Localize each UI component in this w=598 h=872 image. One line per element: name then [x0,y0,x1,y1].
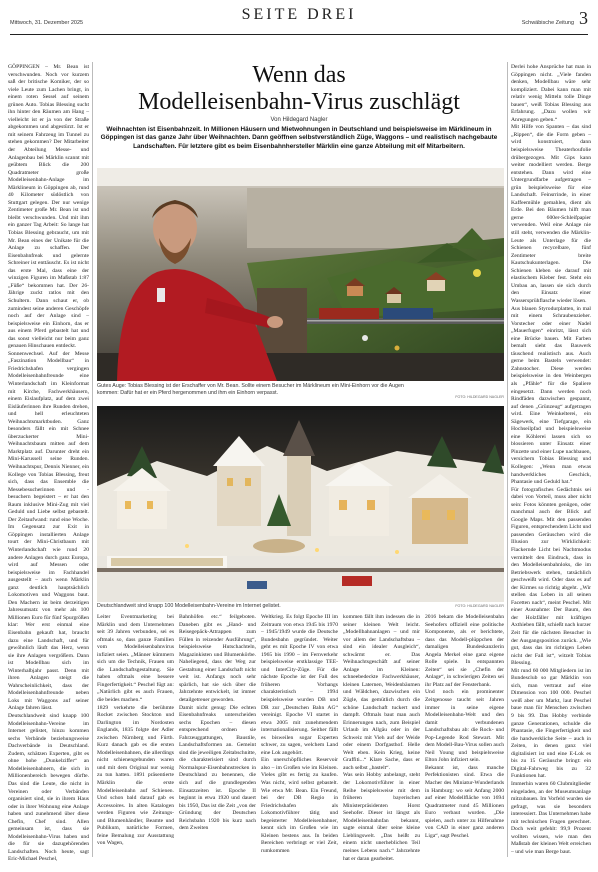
body-column-1 [97,614,174,852]
column-divider [92,62,93,857]
top-photo-credit: FOTO: HILDEGARD NAGLER [455,395,504,399]
column-divider [507,62,508,857]
bottom-photo-credit: FOTO: HILDEGARD NAGLER [455,604,504,608]
page-number: 3 [579,8,588,28]
left-column-text [8,64,89,863]
bottom-photo-caption: Deutschlandweit sind knapp 100 Modelleisenbahn-Vereine im Internet gelistet. [97,603,281,609]
body-column-4 [343,614,420,862]
section-title: SEITE DREI [241,6,357,23]
body-column-2-text: Bahnhöfen etc.“ feilgeboten. Daneben gibt es „Hand- und Reisegepäck-Attrappen zum Füllen in reizender Ausführung“, beispielsweise Hutschachteln, Magazinkisten und Blumenkörbe. Naheliegend, dass der Weg zur Gestaltung einer Landschaft nicht weit ist. Anfangs noch sehr spärlich, hat sie sich über die Jahrzehnte entwickelt, ist immer detailgetreuer geworden. Damit nicht genug: Die echten Eisenbahnfreaks unterscheiden sechs Epochen – diesen entsprechend ordnen sie Fahrzeuggattungen, Baustile, Landschaftsformen an. Gemeint sind die jeweiligen Zeitabschnitte, die charakterisiert sind durch Normalspur-Eisenbahnstrecken in Deutschland zu benennen, die sich auf die grundlegenden Einsatzzeiten ist. Epoche II beginnt in etwa 1920 und dauert bis 1950, Das ist die Zeit „von der Gründung der Deutschen Reichsbahn 1920 bis kurz nach dem Zweiten [179,614,256,832]
body-column-5 [425,614,504,852]
masthead [10,4,588,35]
body-column-3-text: Weltkrieg. Es folgt Epoche III im Zeitraum von etwa 1945 bis 1970 – 1945/1949 wurde die Deutsche Bundesbahn gegründet. Weiter geht es mit Epoche IV von etwa 1965 bis 1990 – im Fernverkehr beispielsweise erstklassige TEE- und InterCity-Züge. Für die nächste Epoche ist der Fall des früheren Vorhangs charakteristisch – 1994 beispielsweise wurden DB und DR zur „Deutschen Bahn AG“ vereinigt. Epoche VI startet in etwa 2005 mit zunehmendem internationalisierung. Seither fällt es bisweilen sogar Experten schwer, zu sagen, welchem Land eine Lok angehört. Ein unerschöpfliches Reservoir also – im Großen wie im Kleinen. Vieles gibt es fertig zu kaufen. Was nicht, wird selbst gebastelt. Wie etwa Mr. Bean. Ein Freund, bei der DB Regio in Friedrichshafen als Lokomotivführer tätig und begeisterter Modelleisenbahner, kennt sich im Großen wie im Kleinen bestens aus. In beiden Bereichen verbringt er viel Zeit, rumkommen [261,614,338,854]
top-photo [97,168,504,381]
headline-line-2: Modelleisenbahn-Virus zuschlägt [138,89,460,115]
author-byline: Von Hildegard Nagler [270,117,328,123]
headline [94,62,504,116]
left-column-body: GÖPPINGEN – Mr. Bean ist verschwunden. Noch vor kurzem saß der britische Komiker, der so viele Leute zum Lachen bringt, in einem roten Sessel auf seinem grünen Auto. Tobias Blessing sucht ihn hinter den Räumen am Hang – vielleicht ist er ja von der Straße abgekommen und abgestürzt. Ist er mit seinem Fahrzeug im Tunnel zu stehen gekommen? Der Mitarbeiter der Abteilung Messe- und Anlagenbau bei Märklin scannt mit geübtem Blick die 200 Quadratmeter große Modelleisenbahn-Anlage im Märklineum in Göppingen ab, rund 40 Kilometer südöstlich von Stuttgart gelegen. Der nur wenige Zentimeter große Mr. Bean ist und bleibt verschwunden. Und mit ihm ein ganzer Tag Arbeit: So lange hat Tobias Blessing gebraucht, um mit Mr. Bean eines der Unikate für die Anlage zu schaffen. Der Eisenbahnfreak und gelernte Schreiner ist enttäuscht. Es ist nicht das erste Mal, dass eine der winzigen Figuren im Maßstab 1:87 „Füße“ bekommen hat. Der 26-Jährige zuckt ratlos mit den Schultern. Dann schaut er, ob zumindest seine anderen Geschöpfe noch auf der Anlage sind – beispielsweise ein Einhorn, das er aus einem Pferd gebastelt hat und das sonst vielleicht nur beim ganz genauen Hinschauen entdeckt. Sonnenwechsel. Auf der Messe „Faszination Modellbau“ in Friedrichshafen vergingen Modelleisenbahnfreunde eine Winterlandschaft im Kleinformat mit Kirche, Fachwerkhäusern, einem Eislaufplatz, auf dem zwei Eisläuferinnen ihre Runden drehen, und hell erleuchteten Weihnachtsmarktbuden. Ganz besonders fällt ein mit Schnee überzuckerter Mini-Weihnachtsbaum mitten auf dem Marktplatz auf. Darunter dreht ein Mini-Karussell seine Runden. Weihnachtspur, Dennis Nienner, ein Kollege von Tobias Blessing, freut sich, dass das Ensemble die Messebesucherinnen und -besuchern begeistert – er hat den Raum inklusive Mini-Zug mit viel Geduld und Liebe selbst gebastelt. Der Zeitaufwand: rund eine Woche. Im Gegensatz zur Exit in Göppingen installierten Anlage tourt der Mini-Christbaum mit Winterlandschaft wie rund 20 andere Anlagen durch ganz Europa, wird auf Messen oder beispielsweise im Fachhandel ausgestellt – auch wenn Märklin ganz deutlich hauptsächlich Lokomotiven und Waggons baut. Den Machern ist beim derzeitigen Jahresumsatz von mehr als 100 Millionen Euro für fünf Spurgrößen klar: Wer erst einmal eine Eisenbahn gekauft hat, braucht dazu eine Landschaft, und für gewöhnlich läuft das Herz, wenn sie ihre Anlagen vergrößern. Dann ist Modellbau sich im Winterhalbjahr passt. Denn mit ihren Anlagen steigt die Wahrscheinlichkeit, dass der Modelleisenbahnfreunde neben Loks mit Waggons auf seiner Anlage fahren lässt. Deutschlandweit sind knapp 100 Modelleisenbahn-Vereine im Internet gelistet, hinzu kommen sechs Verbände beziehungsweise Dachverbände in Deutschland. Zudem, schätzen Experten, gibt es ohne hohe „Dunkelziffer“ an Modelleisenbahnern, die sich in Millionenbereich bewegen dürfte. Das sind die Leute, die nicht in Vereinen oder Verbänden organisiert sind, sie in ihrem Haus oder in ihrer Wohnung eine Anlage haben und zunehmend über diese Chefin, Chef sind. Allen gemeinsam ist, dass sie Modelleisenbahn-Virus haben und die für sie dazugehörenden Landschaften. Noch heute, sagt Eric-Michael Peschel, [8,64,89,863]
lead-paragraph: Weihnachten ist Eisenbahnzeit. In Millionen Häusern und Mietwohnungen in Deutschland und beispielsweise im Märklineum in Göppingen ist das ganze Jahr über Weihnachten. Dann geöffnen selbstverständlich Züge, Waggons – und realistisch nachgebaute Landschaften. Für letztere gibt es beim Eisenbahnhersteller Märklin eine ganze Abteilung mit elf Mitarbeitern. [100,126,498,150]
model-railway-workshop-image [97,168,504,381]
body-column-4-text: kommen fällt ihm indessen die in seiner kleinen Welt leicht. „Modellbahnanlagen – und mir vor allem der Landschaftsbau – sind ein idealer Ausgleich“, schwärmt er. Das Weihnachtsgeschäft auf seiner Anlage im Kleinen: schneebedeckte Fachwerkhäuser, kleinen Laternen, Weidenbäumen und Wäldchen, dazwischen ein Zügle, das gemütlich durch die schöne Landschaft tuckert und dampft. Oftmals baut man auch Erinnerungen nach, zum Beispiel Urlaub im Allgäu oder in der Schweiz mit Vieh auf der Weide oder einem Dorfgasthof. Helle Welt eben. Kein Krieg, keine Graffiti...“ Klare Sache, dass er auch selbst „bastelt“. Was sein Hobby anbelangt, steht der Lokomotivführer in einer Reihe beispielsweise mit dem früheren bayerischen Ministerpräsidenten Horst Seehofer. Dieser ist längst als Modelleisenbahnfan bekannt, sagte einmal über seine kleine Lieblingswelt. „Das heißt zu einem nicht unerheblichen Teil meines Lebens nach.“ Jahrzehnte hat er daran gearbeitet. [343,614,420,862]
bottom-photo [97,406,504,602]
body-column-1-text: Leiter Eventmarketing bei Märklin und dem Unternehmen seit 39 Jahren verbunden, sei es oftmals so, dass ganze Familien vom Modelleisenbahnvirus infiziert seien. „Männer kümmern sich um die Technik, Frauen um die Landschaftsgestaltung. Sie haben oftmals eine bessere Fingerfertigkeit.“ Peschel fügt an: „Natürlich gibt es auch Frauen, die beides machen.“ 1829 verkehrte die berühmte Rocket zwischen Stockton und Darlington im Nordosten Englands, 1835 folgte der Adler zwischen Nürnberg und Fürth. Kurz danach gab es die ersten Modelleisenbahnen, die allerdings nicht schienengebunden waren und mit dem Original nur wenig zu tun hatten. 1891 präsentierte Märklin die erste Modelleisenbahn auf Schienen. Und schon bald darauf gab es Accessoires. In alten Katalogen werden Figuren wie Zeitungs- und Blumenhändler, Beamte und Publikum, natürliche Formen, feine Bemalung zur Ausstattung von Wagen, [97,614,174,847]
winter-village-model-image [97,406,504,602]
right-column-body: Derlei hohe Ansprüche hat man in Göppingen nicht. „Viele fanden denken, Modellbau wäre sehr kompliziert. Dabei kann man mit relativ wenig Mitteln tolle Dinge bauen“, weiß Tobias Blessing aus Erfahrung. „Dazu wollen wir Anregungen geben.“ Mit Hilfe von Spanten – das sind „Rippen“, die die Form geben – wird konstruiert, dann beispielsweise Theaterhoufolie drübergezogen. Mit Gips kann weiter modelliert werden. Berge entstehen. Dann wird eine Untergrundfarbe aufgetragen – grün beispielsweise für eine Landschaft. Feinsrrinde, in einer Kaffeemühle gemahlen, dient als Erde. Bei den Bäumen hilft man gerne 600er-Schleifpapier verwenden. Weil eine Anlage nie still steht, verwenden die Märklin-Leute als Unterlage für die Schienen recycelbare, fünf Zentimeter breite Kautschukunterlagen. Die Schienen kleben sie darauf mit elastischem Kleber fest. Steht ein Umbau an, lassen sie sich durch den Einsatz einer Wassersprühflasche wieder lösen. Aus blauen Styrodurplatten, in mal mit einem Schraubenzieher. Vorstecher oder einer Nadel „Mauerfugen“ einritzt, lässt sich eine Brücke bauen. Mit Farben bemalt sieht das Bauwerk täuschend realistisch aus. Auch gerne beim Basteln verwendet: Zahnstocher. Diese werden beispielsweise in den Weinbergen als „Pfähle“ für die Spaliere eingesetzt. Dann werden noch Rindfäden dazwischen gespannt, auf denen „Grünzeug“ aufgetragen wird. Eine Weinkelterei, ein Sägewerk, eine Tiefgarage, ein Hochseilpfad und beispielsweise eine Köhlerei lassen sich so blossieren unter Einsatz einer Pinzette und einer Lupe nachbauen, versichern Tobias Blessing und Kollegen: „Wenn man etwas handwerkliches Geschick, Phantasie und Geduld hat.“ Für fotografisches Gedächtnis sei dabei von Vorteil, muss aber nicht sein: Fotos könnten genügen, oder manchmal auch der Blick auf Google Maps. Mit den passenden Figuren, entsprechendem Licht und passenden Geräuschen wird die Illusion zur Wirklichkeit: Flackernde Licht bei Nachtmodus vermittelt den Eindruck, dass in den Modelleisenbahnloks, die im Betriebswerk stehen, tatsächlich geschweißt wird. Oder dass es auf der Kirmes so richtig abgeht. „Wir stellen das Leben in all seinen Facetten nach“, meint Peschel. Mit einer Ausnahme: Der Baum, den der Holzfäller mit kräftigen Axthieben fällt, schießt nach kurzer Zeit für die nächsten Besucher in der Ausgangsposition zurück. „Wie gut, dass das im richtigen Leben nicht der Fall ist“, witzelt Tobias Blessing. Mit rund 60 000 Mitgliedern ist im Bundesclub so gar Märklin von sich, man vertraut auf eine Dimension von 100 000. Peschel weiß aber um Markt, laut Peschel baue man für Menschen zwischen 9 bis 99. Das Hobby verbinde ganze Generationen, schulde die Phantasie, die Fingerfertigkeit und die handwerkliche Seite – auch in Zeiten, in denen ganz viel digitalisiert ist und eine E-Lok es bis zu 15 Geräusche bringt: ein Digital-Fahrweg bis zu 32 Funktionen hat. Immerhin waren 60 Clubmitglieder eingeladen, an der Museumsanlage mitzubauen. Im Vorfeld wurden sie gefragt, was sie besonders interessiert. Das Unternehmen habe mit technischen Fragen gerechnet. Doch weit gefehlt: 99,9 Prozent wollten wissen, wie man den Maßstab der kleinen Welt erreichen – und wie man Berge baut. [511,64,591,855]
body-column-2 [179,614,256,852]
top-photo-caption: Gutes Auge: Tobias Blessing ist der Erschaffer von Mr. Bean. Sollte einem Besucher im Märklineum ein Mini-Einhorn vor die Augen kommen: Dafür hat er ein Pferd hergenommen und ihm ein Einhorn verpasst. [97,383,404,396]
headline-line-1: Wenn das [252,62,346,88]
newspaper-name: Schwäbische Zeitung [521,20,574,26]
body-column-3 [261,614,338,852]
body-column-5-text: 2016 bekam die Modelleisenbahn Seehofers offiziell eine politische Komponente, als er berichtete, dass das Modell-plüppchen der damaligen Bundeskanzlerin Angela Merkel eine ganz eigene Rolle spiele. In entspannten Zeiten“ sei sie „Chefin der Anlage“, in schwierigen Zeiten sei ihr Platz auf der Fensterbank. Und noch ein prominenter Zeitgenosse taucht seit Jahren immer in seine eigene Modelleisenbahn-Welt und den damit verbundenen Landschaftsbau ab: die Rock- und Pop-Legende Rod Stewart. Mit dem Modell-Bau-Virus sollen auch Neil Young und beispielsweise Elton John infiziert sein. Bekannt ist, dass manche Perfektionisten sind. Etwa die Macher des Miniatur-Wunderlands in Hamburg: wo seit Anfang 2000 auf einer Modellfläche von 1694 Quadratmeter rund 45 Millionen Euro verbaut wurden. „Die spielen, auch unter zu Hilfenahme von CAD in einer ganz anderen Liga“, sagt Peschel. [425,614,504,839]
publication-date: Mittwoch, 31. Dezember 2025 [10,20,84,26]
right-column-text [511,64,591,855]
